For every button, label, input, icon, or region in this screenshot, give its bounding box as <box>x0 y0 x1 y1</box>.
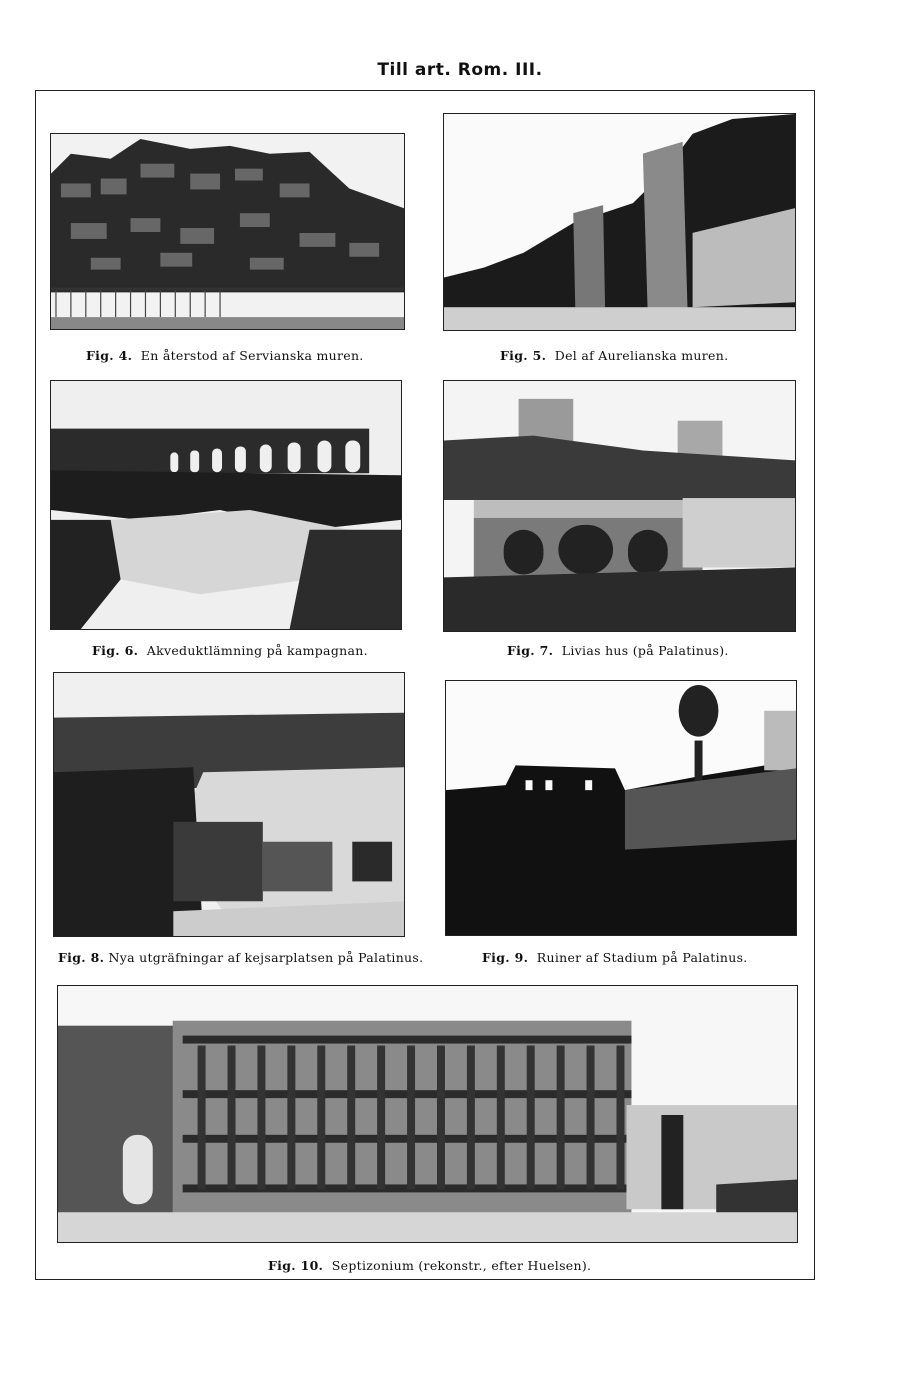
figure-9-text: Ruiner af Stadium på Palatinus. <box>536 950 748 965</box>
figure-9-caption <box>482 950 748 965</box>
figure-5-text: Del af Aurelianska muren. <box>554 348 729 363</box>
figure-7-caption <box>507 643 729 658</box>
figure-8-caption <box>58 950 423 965</box>
figure-8-number: Fig. 8. <box>58 950 105 965</box>
figure-4-photo <box>50 133 405 330</box>
figure-6-caption <box>92 643 368 658</box>
figure-4-text: En återstod af Servianska muren. <box>140 348 364 363</box>
figure-6-text: Akveduktlämning på kampagnan. <box>146 643 368 658</box>
figure-7-text: Livias hus (på Palatinus). <box>561 643 729 658</box>
figure-5-number: Fig. 5. <box>500 348 547 363</box>
figure-8-photo <box>53 672 405 937</box>
figure-10-text: Septizonium (rekonstr., efter Huelsen). <box>331 1258 592 1273</box>
figure-6-photo <box>50 380 402 630</box>
figure-7-number: Fig. 7. <box>507 643 554 658</box>
figure-9-number: Fig. 9. <box>482 950 529 965</box>
figure-6-number: Fig. 6. <box>92 643 139 658</box>
figure-8-text: Nya utgräfningar af kejsarplatsen på Palatinus. <box>108 950 424 965</box>
figure-5-caption <box>500 348 728 363</box>
figure-5-photo <box>443 113 796 331</box>
figure-7-photo <box>443 380 796 632</box>
figure-4-caption <box>86 348 364 363</box>
page-title: Till art. Rom. III. <box>377 60 543 80</box>
figure-10-number: Fig. 10. <box>268 1258 324 1273</box>
figure-10-photo <box>57 985 798 1243</box>
figure-10-caption <box>268 1258 591 1273</box>
figure-4-number: Fig. 4. <box>86 348 133 363</box>
figure-9-photo <box>445 680 797 936</box>
